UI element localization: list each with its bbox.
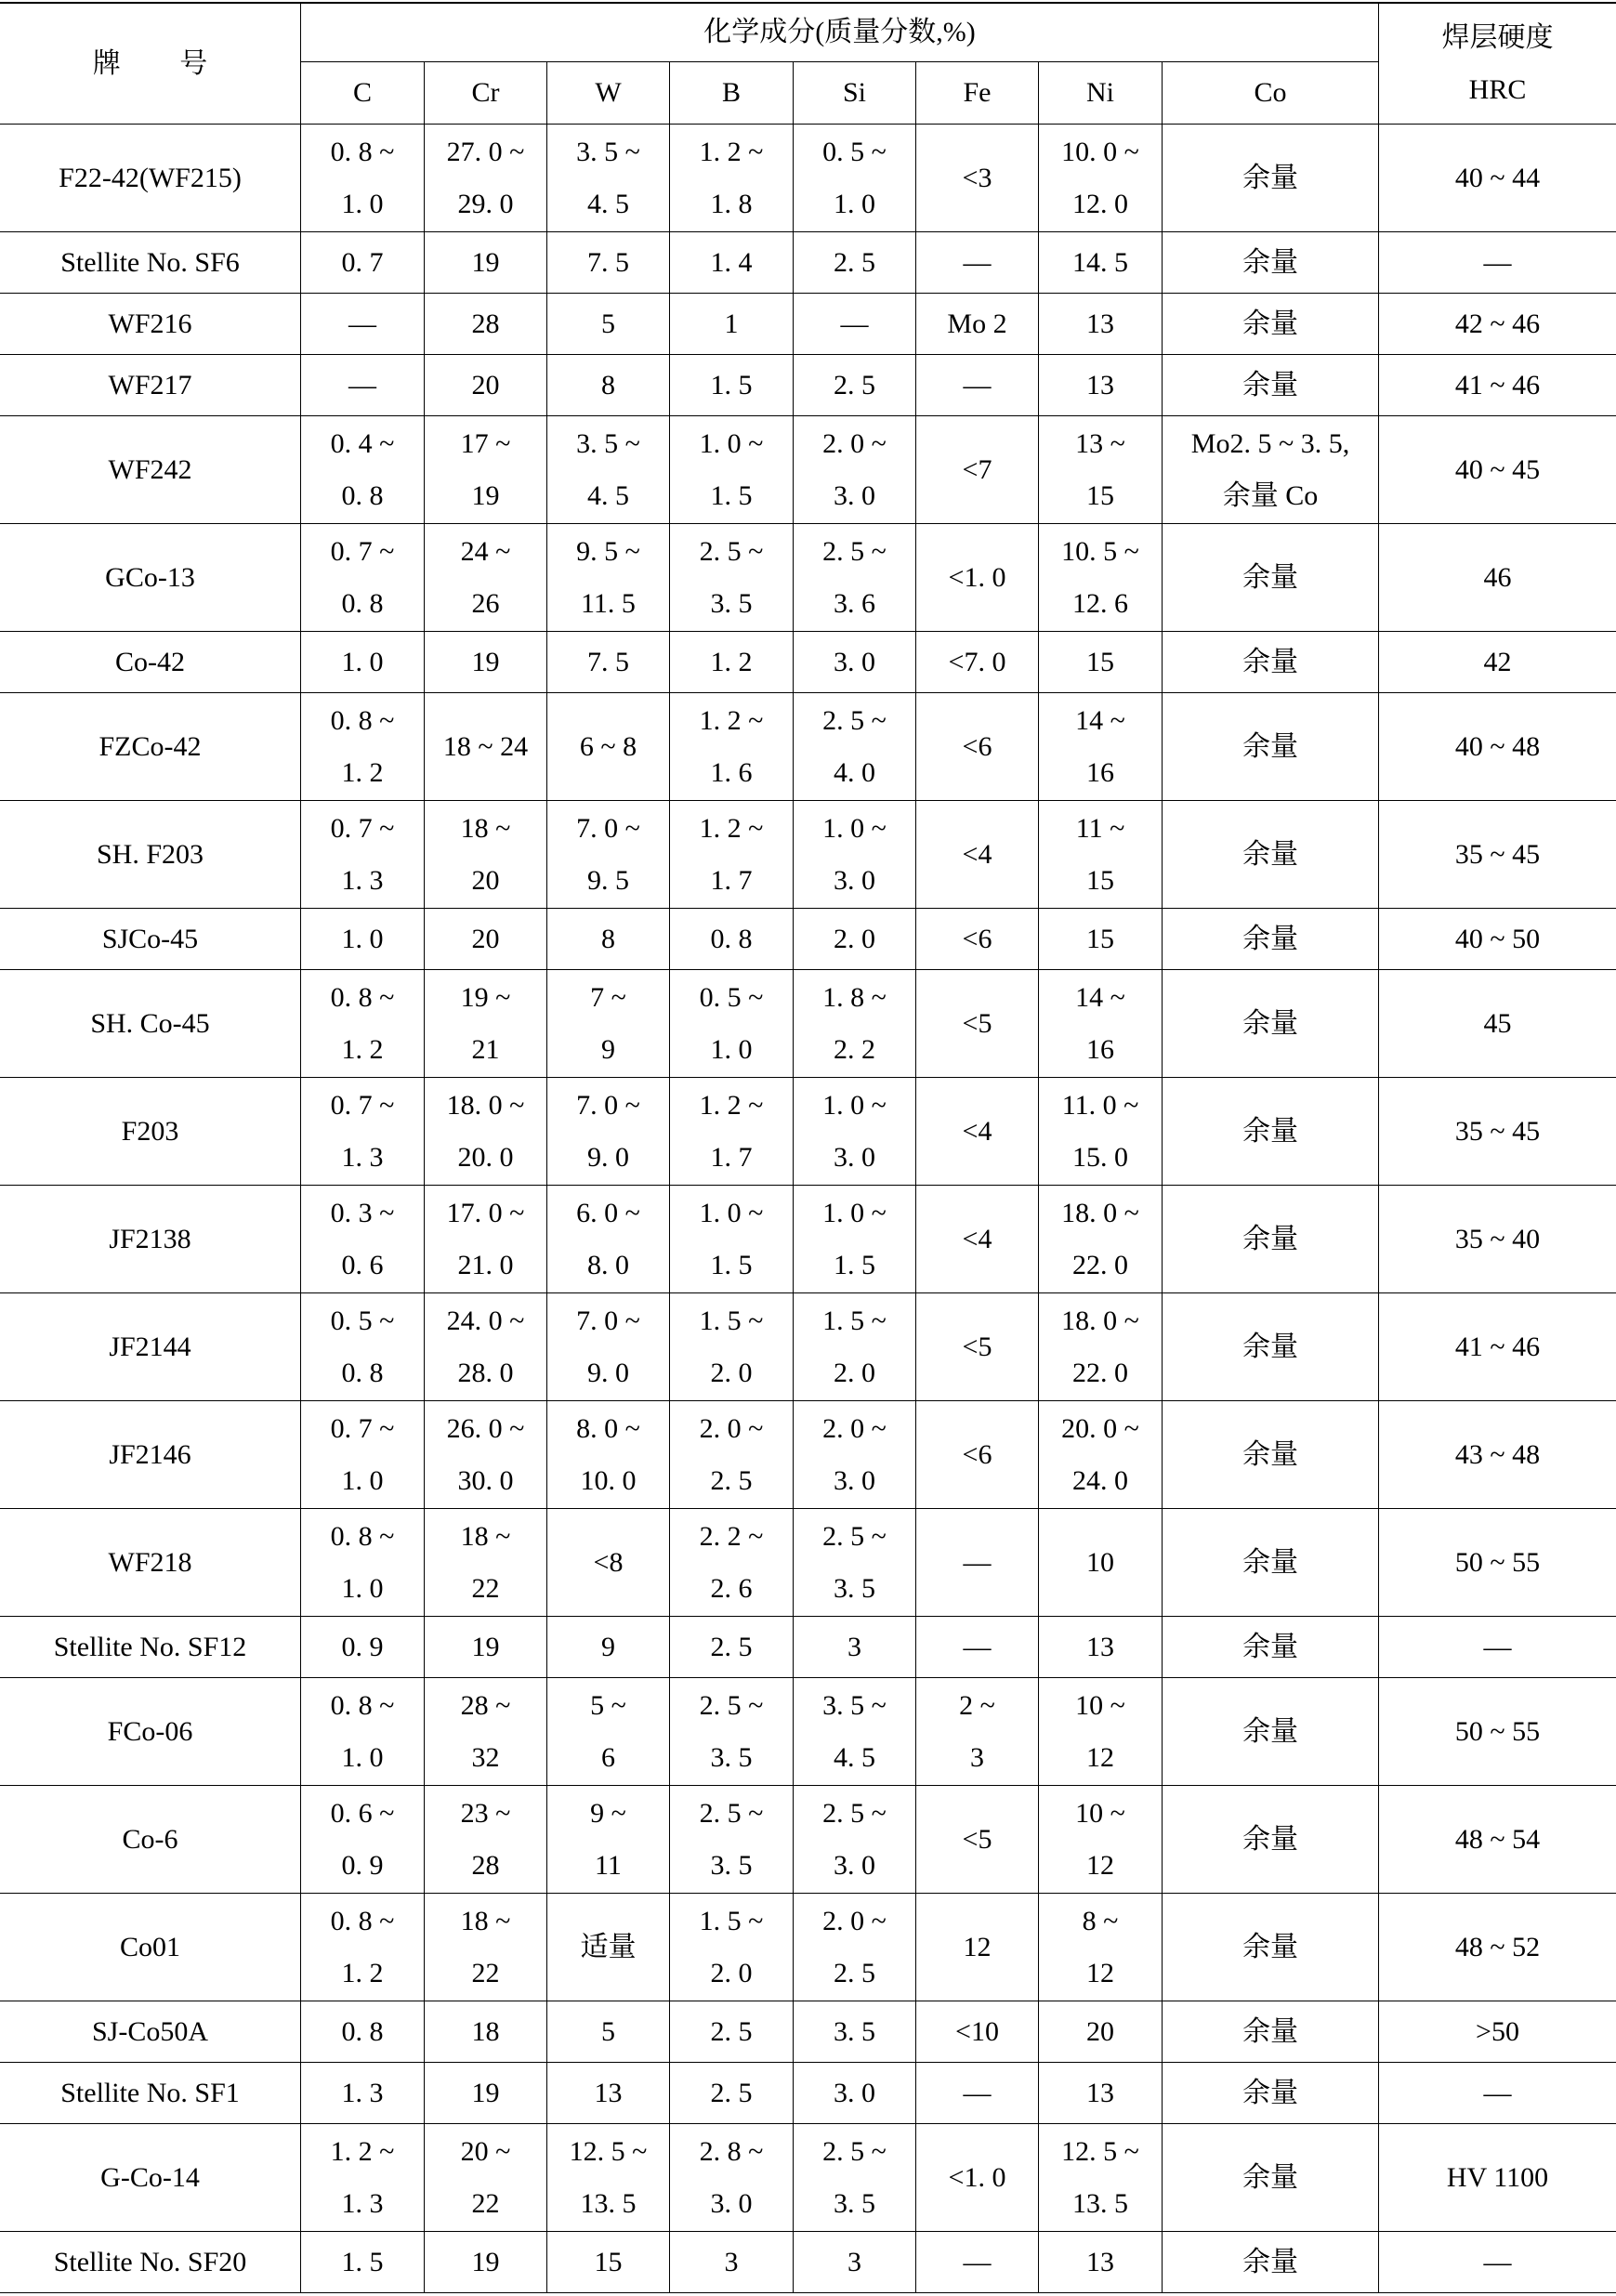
co-cell: 余量: [1163, 693, 1379, 801]
table-row: [0, 125, 1616, 232]
fe-cell: <5: [916, 1293, 1039, 1401]
si-cell: 3: [794, 2232, 916, 2293]
table-row: [0, 1617, 1616, 1678]
c-cell: —: [301, 294, 425, 355]
si-cell: 2. 5: [794, 232, 916, 294]
co-cell: 余量: [1163, 1678, 1379, 1786]
cr-cell: 23 ~ 28: [425, 1786, 547, 1894]
hardness-cell: 40 ~ 50: [1379, 909, 1616, 970]
fe-cell: —: [916, 1509, 1039, 1617]
b-cell: 1. 2: [670, 632, 794, 693]
cr-cell: 20: [425, 355, 547, 416]
hardness-cell: 40 ~ 48: [1379, 693, 1616, 801]
fe-cell: Mo 2: [916, 294, 1039, 355]
co-cell: 余量: [1163, 1078, 1379, 1186]
ni-cell: 10 ~ 12: [1039, 1786, 1163, 1894]
w-cell: 3. 5 ~ 4. 5: [547, 416, 670, 524]
co-cell: 余量: [1163, 2063, 1379, 2124]
hardness-cell: —: [1379, 232, 1616, 294]
fe-cell: <7. 0: [916, 632, 1039, 693]
c-cell: 0. 3 ~ 0. 6: [301, 1186, 425, 1293]
si-cell: 1. 0 ~ 3. 0: [794, 1078, 916, 1186]
ni-cell: 18. 0 ~ 22. 0: [1039, 1186, 1163, 1293]
hardness-cell: 48 ~ 52: [1379, 1894, 1616, 2001]
w-cell: 5: [547, 294, 670, 355]
cr-cell: 19: [425, 1617, 547, 1678]
ni-cell: 8 ~ 12: [1039, 1894, 1163, 2001]
table-row: [0, 232, 1616, 294]
ni-cell: 10. 5 ~ 12. 6: [1039, 524, 1163, 632]
co-cell: 余量: [1163, 909, 1379, 970]
ni-cell: 13 ~ 15: [1039, 416, 1163, 524]
ni-cell: 20: [1039, 2001, 1163, 2063]
table-row: [0, 2124, 1616, 2232]
grade-cell: FZCo-42: [0, 693, 301, 801]
c-cell: 0. 7 ~ 1. 3: [301, 801, 425, 909]
fe-cell: —: [916, 2232, 1039, 2293]
b-cell: 2. 5: [670, 1617, 794, 1678]
c-cell: —: [301, 355, 425, 416]
table-row: [0, 1509, 1616, 1617]
co-cell: 余量: [1163, 1401, 1379, 1509]
cr-cell: 28: [425, 294, 547, 355]
hardness-cell: 35 ~ 45: [1379, 801, 1616, 909]
table-row: [0, 294, 1616, 355]
table-row: [0, 632, 1616, 693]
grade-cell: FCo-06: [0, 1678, 301, 1786]
c-cell: 0. 5 ~ 0. 8: [301, 1293, 425, 1401]
fe-cell: 2 ~ 3: [916, 1678, 1039, 1786]
fe-cell: <4: [916, 801, 1039, 909]
grade-cell: JF2138: [0, 1186, 301, 1293]
hardness-cell: —: [1379, 2063, 1616, 2124]
fe-cell: <1. 0: [916, 524, 1039, 632]
co-cell: 余量: [1163, 1293, 1379, 1401]
ni-cell: 13: [1039, 294, 1163, 355]
fe-cell: <3: [916, 125, 1039, 232]
hardness-header: 焊层硬度 HRC: [1379, 4, 1616, 125]
si-cell: 2. 5 ~ 4. 0: [794, 693, 916, 801]
ni-cell: 13: [1039, 2063, 1163, 2124]
cr-cell: 17. 0 ~ 21. 0: [425, 1186, 547, 1293]
b-cell: 0. 5 ~ 1. 0: [670, 970, 794, 1078]
ni-cell: 10. 0 ~ 12. 0: [1039, 125, 1163, 232]
hardness-cell: 35 ~ 40: [1379, 1186, 1616, 1293]
grade-cell: SJ-Co50A: [0, 2001, 301, 2063]
si-cell: 3. 5: [794, 2001, 916, 2063]
co-cell: 余量: [1163, 1617, 1379, 1678]
cr-cell: 19: [425, 2063, 547, 2124]
co-cell: 余量: [1163, 125, 1379, 232]
hardness-cell: 50 ~ 55: [1379, 1509, 1616, 1617]
co-cell: 余量: [1163, 801, 1379, 909]
hardness-cell: 40 ~ 45: [1379, 416, 1616, 524]
cr-cell: 20 ~ 22: [425, 2124, 547, 2232]
w-cell: 9. 5 ~ 11. 5: [547, 524, 670, 632]
c-cell: 1. 0: [301, 632, 425, 693]
table-row: [0, 2001, 1616, 2063]
fe-cell: —: [916, 2063, 1039, 2124]
ni-cell: 13: [1039, 1617, 1163, 1678]
ni-cell: 14. 5: [1039, 232, 1163, 294]
w-cell: 8: [547, 909, 670, 970]
w-cell: 6. 0 ~ 8. 0: [547, 1186, 670, 1293]
co-cell: 余量: [1163, 355, 1379, 416]
co-cell: 余量: [1163, 1786, 1379, 1894]
ni-cell: 13: [1039, 2232, 1163, 2293]
composition-header: 化学成分(质量分数,%): [301, 4, 1379, 62]
b-cell: 1. 2 ~ 1. 7: [670, 801, 794, 909]
si-cell: 0. 5 ~ 1. 0: [794, 125, 916, 232]
cr-cell: 19 ~ 21: [425, 970, 547, 1078]
b-cell: 2. 0 ~ 2. 5: [670, 1401, 794, 1509]
hardness-cell: 42 ~ 46: [1379, 294, 1616, 355]
c-cell: 1. 3: [301, 2063, 425, 2124]
b-cell: 2. 5: [670, 2001, 794, 2063]
cr-cell: 26. 0 ~ 30. 0: [425, 1401, 547, 1509]
c-cell: 0. 4 ~ 0. 8: [301, 416, 425, 524]
fe-cell: <6: [916, 1401, 1039, 1509]
c-cell: 0. 7 ~ 1. 0: [301, 1401, 425, 1509]
si-cell: 2. 0 ~ 3. 0: [794, 416, 916, 524]
c-cell: 0. 7: [301, 232, 425, 294]
hardness-cell: 43 ~ 48: [1379, 1401, 1616, 1509]
cr-cell: 18 ~ 22: [425, 1894, 547, 2001]
grade-cell: SH. F203: [0, 801, 301, 909]
c-cell: 1. 5: [301, 2232, 425, 2293]
si-cell: —: [794, 294, 916, 355]
w-cell: 8: [547, 355, 670, 416]
hardness-cell: 50 ~ 55: [1379, 1678, 1616, 1786]
si-cell: 1. 5 ~ 2. 0: [794, 1293, 916, 1401]
ni-cell: 14 ~ 16: [1039, 970, 1163, 1078]
table-row: [0, 1894, 1616, 2001]
table-row: [0, 1678, 1616, 1786]
c-cell: 0. 9: [301, 1617, 425, 1678]
grade-cell: F22-42(WF215): [0, 125, 301, 232]
table-row: [0, 1401, 1616, 1509]
element-header-fe: Fe: [916, 62, 1039, 125]
ni-cell: 10 ~ 12: [1039, 1678, 1163, 1786]
hardness-cell: 40 ~ 44: [1379, 125, 1616, 232]
cr-cell: 19: [425, 2232, 547, 2293]
table-row: [0, 416, 1616, 524]
c-cell: 0. 7 ~ 1. 3: [301, 1078, 425, 1186]
hardness-cell: >50: [1379, 2001, 1616, 2063]
table-row: [0, 693, 1616, 801]
si-cell: 1. 8 ~ 2. 2: [794, 970, 916, 1078]
grade-cell: SJCo-45: [0, 909, 301, 970]
si-cell: 3. 0: [794, 2063, 916, 2124]
grade-cell: Stellite No. SF6: [0, 232, 301, 294]
table-row: [0, 355, 1616, 416]
table-row: [0, 2063, 1616, 2124]
grade-cell: G-Co-14: [0, 2124, 301, 2232]
cr-cell: 24 ~ 26: [425, 524, 547, 632]
grade-cell: SH. Co-45: [0, 970, 301, 1078]
ni-cell: 18. 0 ~ 22. 0: [1039, 1293, 1163, 1401]
co-cell: 余量: [1163, 1894, 1379, 2001]
si-cell: 2. 5 ~ 3. 0: [794, 1786, 916, 1894]
w-cell: 13: [547, 2063, 670, 2124]
table-row: [0, 2232, 1616, 2293]
w-cell: 9 ~ 11: [547, 1786, 670, 1894]
c-cell: 0. 6 ~ 0. 9: [301, 1786, 425, 1894]
w-cell: 7. 0 ~ 9. 0: [547, 1078, 670, 1186]
hardness-cell: 41 ~ 46: [1379, 355, 1616, 416]
fe-cell: <7: [916, 416, 1039, 524]
c-cell: 0. 8 ~ 1. 0: [301, 1678, 425, 1786]
b-cell: 1. 5 ~ 2. 0: [670, 1293, 794, 1401]
ni-cell: 12. 5 ~ 13. 5: [1039, 2124, 1163, 2232]
fe-cell: <10: [916, 2001, 1039, 2063]
b-cell: 1. 4: [670, 232, 794, 294]
b-cell: 1. 5: [670, 355, 794, 416]
ni-cell: 15: [1039, 909, 1163, 970]
hardness-cell: HV 1100: [1379, 2124, 1616, 2232]
co-cell: 余量: [1163, 294, 1379, 355]
si-cell: 1. 0 ~ 3. 0: [794, 801, 916, 909]
fe-cell: —: [916, 232, 1039, 294]
fe-cell: <6: [916, 693, 1039, 801]
b-cell: 2. 5 ~ 3. 5: [670, 524, 794, 632]
ni-cell: 14 ~ 16: [1039, 693, 1163, 801]
co-cell: 余量: [1163, 2232, 1379, 2293]
c-cell: 0. 7 ~ 0. 8: [301, 524, 425, 632]
w-cell: 12. 5 ~ 13. 5: [547, 2124, 670, 2232]
grade-cell: Co01: [0, 1894, 301, 2001]
c-cell: 0. 8 ~ 1. 2: [301, 970, 425, 1078]
table-header: [0, 4, 1616, 125]
fe-cell: 12: [916, 1894, 1039, 2001]
grade-cell: WF218: [0, 1509, 301, 1617]
fe-cell: <1. 0: [916, 2124, 1039, 2232]
element-header-c: C: [301, 62, 425, 125]
b-cell: 0. 8: [670, 909, 794, 970]
cr-cell: 20: [425, 909, 547, 970]
w-cell: 7. 0 ~ 9. 0: [547, 1293, 670, 1401]
grade-cell: JF2146: [0, 1401, 301, 1509]
co-cell: 余量: [1163, 2001, 1379, 2063]
element-header-cr: Cr: [425, 62, 547, 125]
grade-cell: Stellite No. SF20: [0, 2232, 301, 2293]
fe-cell: <5: [916, 1786, 1039, 1894]
w-cell: 8. 0 ~ 10. 0: [547, 1401, 670, 1509]
cr-cell: 18 ~ 24: [425, 693, 547, 801]
grade-cell: F203: [0, 1078, 301, 1186]
cr-cell: 17 ~ 19: [425, 416, 547, 524]
hardness-cell: 48 ~ 54: [1379, 1786, 1616, 1894]
cr-cell: 18. 0 ~ 20. 0: [425, 1078, 547, 1186]
si-cell: 2. 5 ~ 3. 6: [794, 524, 916, 632]
fe-cell: <5: [916, 970, 1039, 1078]
ni-cell: 11. 0 ~ 15. 0: [1039, 1078, 1163, 1186]
hardness-cell: 45: [1379, 970, 1616, 1078]
b-cell: 1. 0 ~ 1. 5: [670, 416, 794, 524]
co-cell: Mo2. 5 ~ 3. 5, 余量 Co: [1163, 416, 1379, 524]
cr-cell: 18: [425, 2001, 547, 2063]
co-cell: 余量: [1163, 2124, 1379, 2232]
hardness-cell: 46: [1379, 524, 1616, 632]
si-cell: 1. 0 ~ 1. 5: [794, 1186, 916, 1293]
w-cell: 7 ~ 9: [547, 970, 670, 1078]
w-cell: <8: [547, 1509, 670, 1617]
si-cell: 2. 5: [794, 355, 916, 416]
ni-cell: 10: [1039, 1509, 1163, 1617]
fe-cell: —: [916, 355, 1039, 416]
c-cell: 0. 8: [301, 2001, 425, 2063]
fe-cell: <6: [916, 909, 1039, 970]
c-cell: 1. 2 ~ 1. 3: [301, 2124, 425, 2232]
cr-cell: 19: [425, 232, 547, 294]
si-cell: 2. 0 ~ 3. 0: [794, 1401, 916, 1509]
b-cell: 1. 0 ~ 1. 5: [670, 1186, 794, 1293]
table-row: [0, 1786, 1616, 1894]
si-cell: 3. 0: [794, 632, 916, 693]
table-row: [0, 970, 1616, 1078]
ni-cell: 20. 0 ~ 24. 0: [1039, 1401, 1163, 1509]
c-cell: 0. 8 ~ 1. 2: [301, 1894, 425, 2001]
w-cell: 适量: [547, 1894, 670, 2001]
grade-cell: JF2144: [0, 1293, 301, 1401]
si-cell: 3: [794, 1617, 916, 1678]
grade-cell: Stellite No. SF12: [0, 1617, 301, 1678]
element-header-b: B: [670, 62, 794, 125]
w-cell: 6 ~ 8: [547, 693, 670, 801]
w-cell: 15: [547, 2232, 670, 2293]
grade-cell: WF242: [0, 416, 301, 524]
si-cell: 2. 0 ~ 2. 5: [794, 1894, 916, 2001]
b-cell: 3: [670, 2232, 794, 2293]
hardness-cell: 35 ~ 45: [1379, 1078, 1616, 1186]
hardness-cell: —: [1379, 1617, 1616, 1678]
b-cell: 2. 2 ~ 2. 6: [670, 1509, 794, 1617]
grade-cell: Co-6: [0, 1786, 301, 1894]
data-table: [0, 2, 1616, 2293]
table-body: [0, 125, 1616, 2293]
element-header-si: Si: [794, 62, 916, 125]
fe-cell: —: [916, 1617, 1039, 1678]
c-cell: 1. 0: [301, 909, 425, 970]
w-cell: 7. 5: [547, 632, 670, 693]
table-row: [0, 801, 1616, 909]
b-cell: 2. 5 ~ 3. 5: [670, 1786, 794, 1894]
si-cell: 2. 0: [794, 909, 916, 970]
element-header-ni: Ni: [1039, 62, 1163, 125]
hardness-cell: 41 ~ 46: [1379, 1293, 1616, 1401]
ni-cell: 11 ~ 15: [1039, 801, 1163, 909]
b-cell: 1. 2 ~ 1. 8: [670, 125, 794, 232]
element-header-co: Co: [1163, 62, 1379, 125]
c-cell: 0. 8 ~ 1. 0: [301, 125, 425, 232]
w-cell: 5: [547, 2001, 670, 2063]
co-cell: 余量: [1163, 232, 1379, 294]
si-cell: 2. 5 ~ 3. 5: [794, 1509, 916, 1617]
cr-cell: 19: [425, 632, 547, 693]
grade-cell: Co-42: [0, 632, 301, 693]
table-row: [0, 1186, 1616, 1293]
c-cell: 0. 8 ~ 1. 0: [301, 1509, 425, 1617]
c-cell: 0. 8 ~ 1. 2: [301, 693, 425, 801]
w-cell: 7. 0 ~ 9. 5: [547, 801, 670, 909]
cr-cell: 27. 0 ~ 29. 0: [425, 125, 547, 232]
w-cell: 9: [547, 1617, 670, 1678]
w-cell: 3. 5 ~ 4. 5: [547, 125, 670, 232]
b-cell: 1. 2 ~ 1. 7: [670, 1078, 794, 1186]
ni-cell: 13: [1039, 355, 1163, 416]
w-cell: 5 ~ 6: [547, 1678, 670, 1786]
co-cell: 余量: [1163, 1186, 1379, 1293]
b-cell: 2. 5: [670, 2063, 794, 2124]
grade-cell: WF216: [0, 294, 301, 355]
co-cell: 余量: [1163, 970, 1379, 1078]
cr-cell: 28 ~ 32: [425, 1678, 547, 1786]
table-row: [0, 1293, 1616, 1401]
table-row: [0, 524, 1616, 632]
grade-cell: WF217: [0, 355, 301, 416]
fe-cell: <4: [916, 1186, 1039, 1293]
co-cell: 余量: [1163, 1509, 1379, 1617]
b-cell: 1. 5 ~ 2. 0: [670, 1894, 794, 2001]
element-header-w: W: [547, 62, 670, 125]
grade-header: 牌 号: [0, 4, 301, 125]
si-cell: 3. 5 ~ 4. 5: [794, 1678, 916, 1786]
si-cell: 2. 5 ~ 3. 5: [794, 2124, 916, 2232]
grade-cell: Stellite No. SF1: [0, 2063, 301, 2124]
grade-cell: GCo-13: [0, 524, 301, 632]
hardness-cell: 42: [1379, 632, 1616, 693]
fe-cell: <4: [916, 1078, 1039, 1186]
table-row: [0, 909, 1616, 970]
cr-cell: 18 ~ 20: [425, 801, 547, 909]
b-cell: 2. 8 ~ 3. 0: [670, 2124, 794, 2232]
co-cell: 余量: [1163, 632, 1379, 693]
b-cell: 1. 2 ~ 1. 6: [670, 693, 794, 801]
ni-cell: 15: [1039, 632, 1163, 693]
b-cell: 2. 5 ~ 3. 5: [670, 1678, 794, 1786]
table-row: [0, 1078, 1616, 1186]
cr-cell: 18 ~ 22: [425, 1509, 547, 1617]
hardness-cell: —: [1379, 2232, 1616, 2293]
cr-cell: 24. 0 ~ 28. 0: [425, 1293, 547, 1401]
co-cell: 余量: [1163, 524, 1379, 632]
b-cell: 1: [670, 294, 794, 355]
w-cell: 7. 5: [547, 232, 670, 294]
